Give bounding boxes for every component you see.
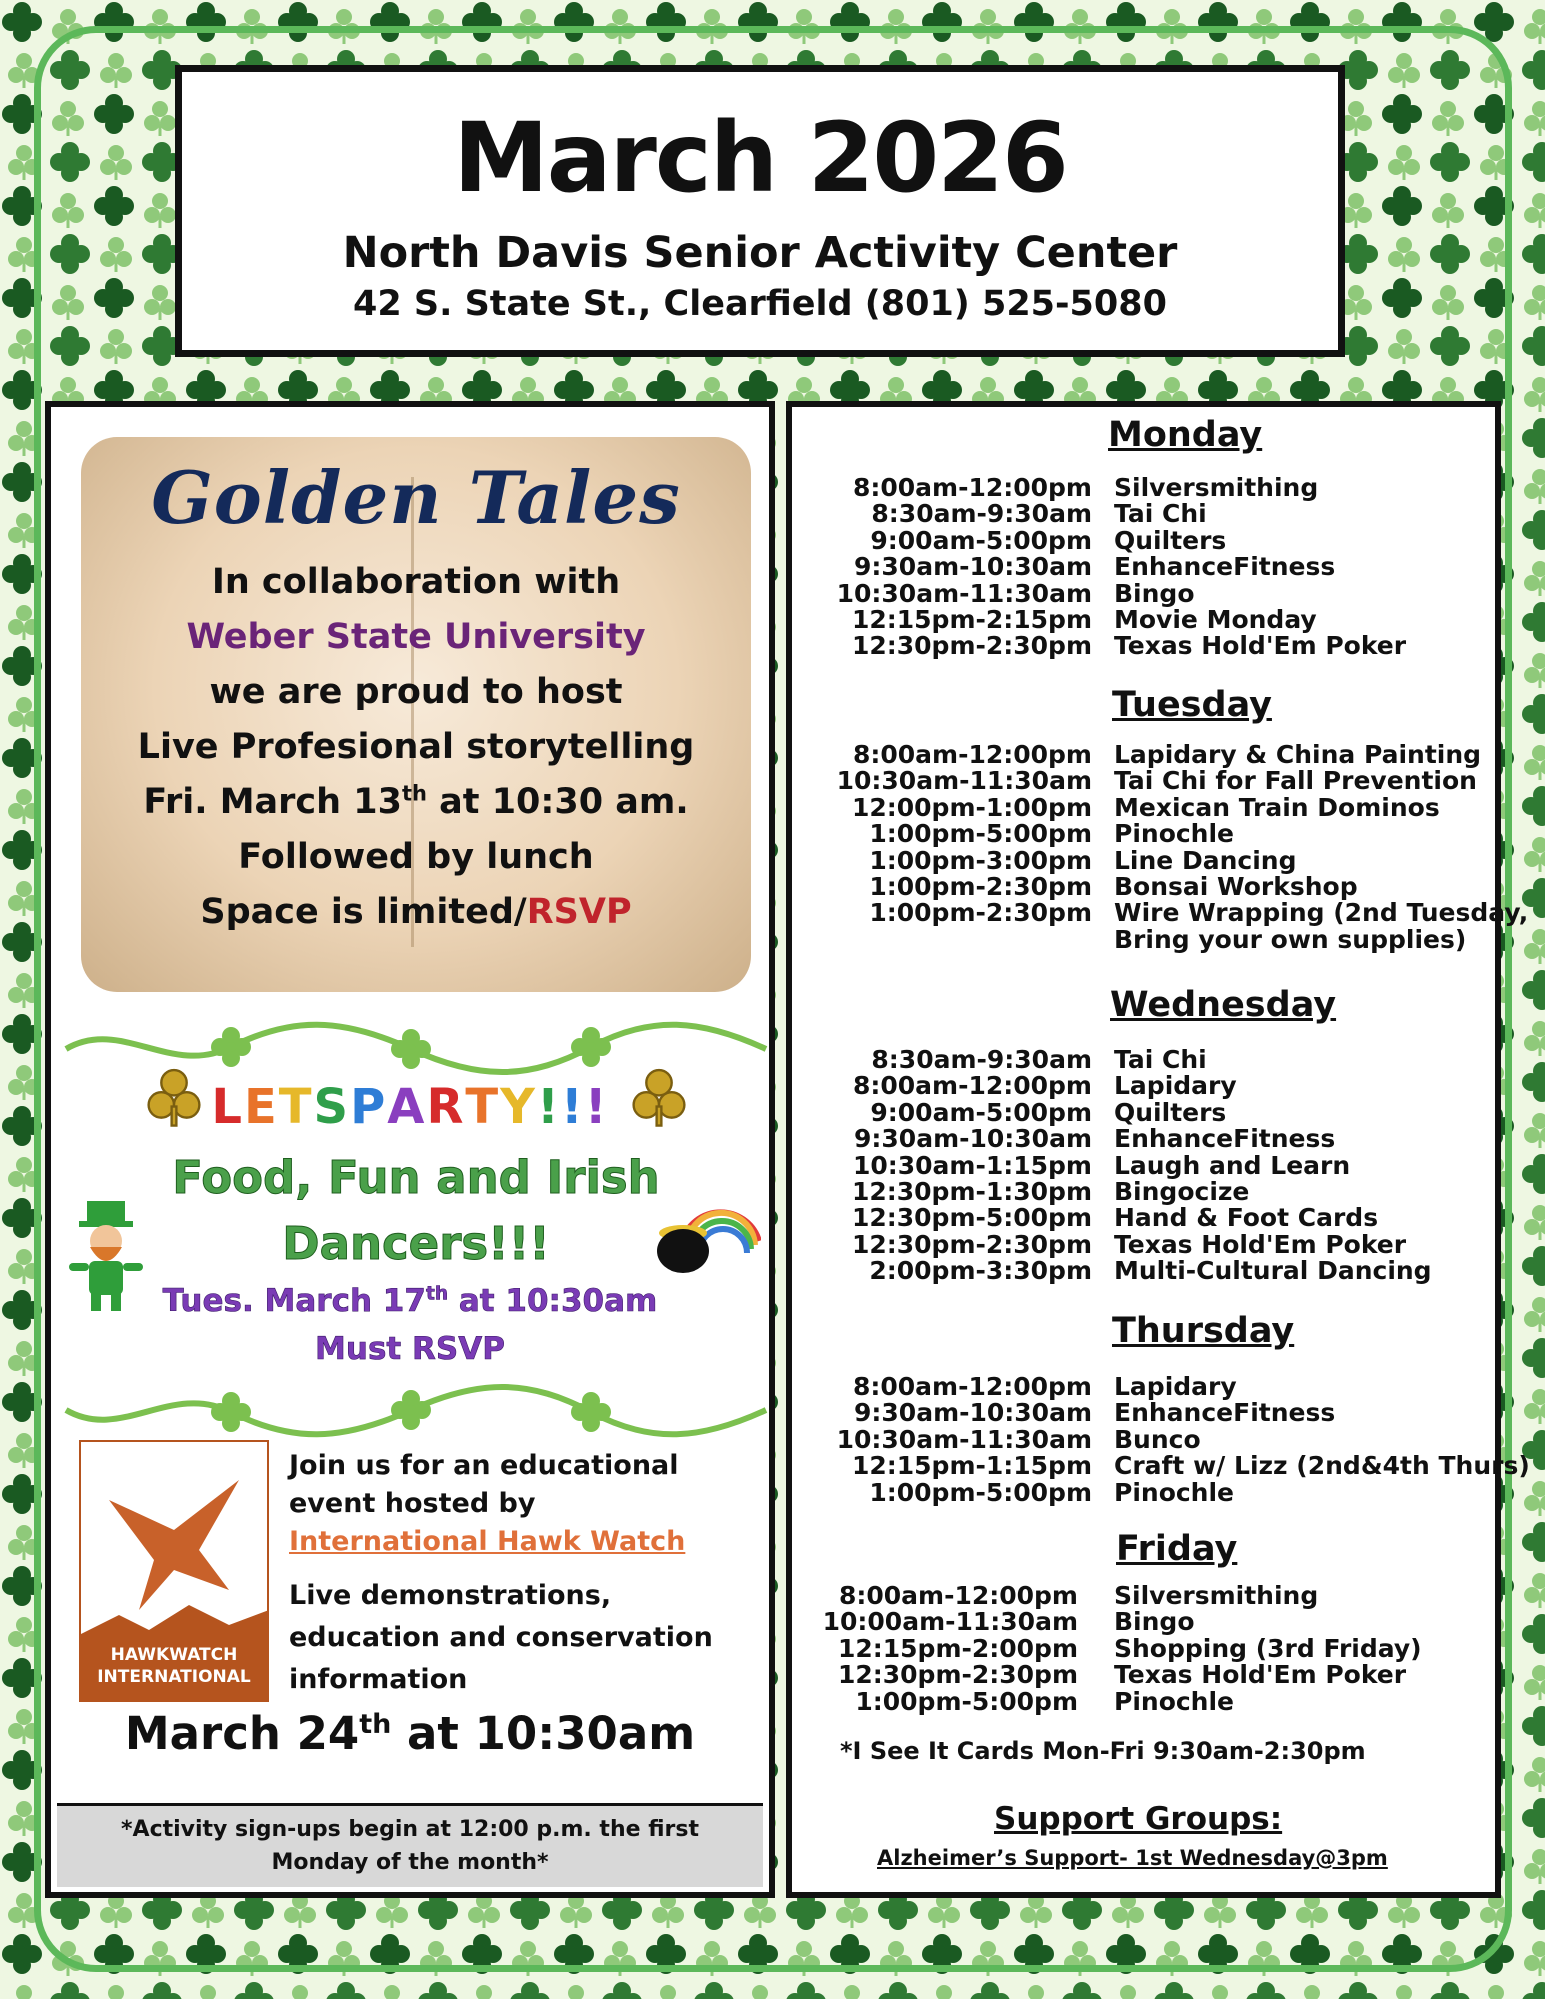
schedule-activity: Pinochle xyxy=(1114,1477,1235,1507)
golden-tales-line4: Live Profesional storytelling xyxy=(137,727,695,767)
party-title-letter: P xyxy=(350,1079,388,1135)
schedule-time: 10:30am-1:15pm xyxy=(852,1150,1092,1180)
schedule-row xyxy=(806,1660,1492,1690)
schedule-row xyxy=(812,898,1529,928)
schedule-row xyxy=(812,499,1492,529)
schedule-time: 1:00pm-5:00pm xyxy=(869,819,1092,849)
schedule-activity: EnhanceFitness xyxy=(1114,552,1336,582)
schedule-row xyxy=(812,924,1492,954)
schedule-activity: Tai Chi xyxy=(1114,499,1207,529)
schedule-friday xyxy=(806,1581,1492,1716)
golden-tales-book xyxy=(81,437,751,992)
schedule-activity: Movie Monday xyxy=(1114,604,1317,634)
day-heading-friday: Friday xyxy=(1116,1529,1238,1569)
schedule-activity: Pinochle xyxy=(1114,819,1235,849)
schedule-row xyxy=(812,1372,1492,1401)
schedule-row xyxy=(812,1229,1492,1259)
golden-tales-university: Weber State University xyxy=(186,617,646,657)
schedule-time: 9:00am-5:00pm xyxy=(870,1097,1092,1127)
party-title-letter: R xyxy=(426,1079,466,1135)
header-box xyxy=(175,65,1345,357)
schedule-row xyxy=(812,1477,1492,1507)
schedule-activity: Laugh and Learn xyxy=(1114,1150,1351,1180)
signup-note: *Activity sign-ups begin at 12:00 p.m. the first Monday of the month* xyxy=(57,1803,763,1887)
golden-tales-date: Fri. March 13th at 10:30 am. xyxy=(143,781,689,822)
schedule-time: 12:00pm-1:00pm xyxy=(851,792,1092,822)
schedule-monday xyxy=(812,473,1492,661)
schedule-row xyxy=(806,1607,1492,1637)
schedule-time: 8:00am-12:00pm xyxy=(852,1372,1092,1401)
lets-party-title xyxy=(51,1079,769,1135)
schedule-activity: Quilters xyxy=(1114,525,1227,555)
schedule-row xyxy=(812,1451,1530,1481)
schedule-time: 9:30am-10:30am xyxy=(854,1124,1092,1154)
schedule-time: 12:30pm-2:30pm xyxy=(837,1660,1078,1690)
center-address: 42 S. State St., Clearfield (801) 525-5080 xyxy=(353,284,1167,324)
schedule-activity: Line Dancing xyxy=(1114,845,1297,875)
pot-of-gold-rainbow-icon xyxy=(651,1187,761,1277)
party-date: Tues. March 17th at 10:30am Must RSVP xyxy=(162,1283,658,1367)
golden-tales-line7: Space is limited/RSVP xyxy=(200,892,632,932)
schedule-time: 12:30pm-2:30pm xyxy=(851,1229,1092,1259)
schedule-time: 8:00am-12:00pm xyxy=(838,1581,1078,1610)
schedule-activity: Silversmithing xyxy=(1114,473,1319,502)
party-title-letter: ! xyxy=(560,1079,585,1135)
schedule-time: 1:00pm-2:30pm xyxy=(869,871,1092,901)
support-group-item: Alzheimer’s Support- 1st Wednesday@3pm xyxy=(877,1846,1388,1870)
schedule-time: 10:30am-11:30am xyxy=(836,578,1092,608)
schedule-row xyxy=(812,1398,1492,1428)
schedule-row xyxy=(812,740,1492,769)
schedule-row xyxy=(806,1581,1492,1610)
schedule-activity: Quilters xyxy=(1114,1097,1227,1127)
schedule-activity: Tai Chi for Fall Prevention xyxy=(1114,766,1477,796)
support-groups-title: Support Groups: xyxy=(994,1801,1283,1837)
schedule-time: 1:00pm-5:00pm xyxy=(855,1686,1078,1716)
schedule-row xyxy=(812,819,1492,849)
schedule-activity: Texas Hold'Em Poker xyxy=(1114,1660,1407,1690)
schedule-time: 10:00am-11:30am xyxy=(822,1607,1078,1637)
schedule-row xyxy=(812,578,1492,608)
schedule-row xyxy=(806,1686,1492,1716)
schedule-time: 12:15pm-2:00pm xyxy=(837,1633,1078,1663)
schedule-activity: Hand & Foot Cards xyxy=(1114,1203,1379,1233)
schedule-time: 9:30am-10:30am xyxy=(854,552,1092,582)
schedule-time: 1:00pm-5:00pm xyxy=(869,1477,1092,1507)
events-panel xyxy=(45,401,775,1898)
schedule-time: 8:30am-9:30am xyxy=(871,499,1092,529)
golden-tales-line3: we are proud to host xyxy=(209,672,623,712)
schedule-activity: Shopping (3rd Friday) xyxy=(1114,1633,1422,1663)
schedule-activity: Bring your own supplies) xyxy=(1114,924,1467,954)
schedule-row xyxy=(812,1203,1492,1233)
weekly-schedule-panel xyxy=(786,401,1530,1898)
i-see-it-note: *I See It Cards Mon-Fri 9:30am-2:30pm xyxy=(840,1737,1366,1765)
schedule-time: 12:30pm-1:30pm xyxy=(851,1176,1092,1206)
schedule-activity: Wire Wrapping (2nd Tuesday, xyxy=(1114,898,1529,928)
center-name: North Davis Senior Activity Center xyxy=(342,228,1178,278)
schedule-time: 9:00am-5:00pm xyxy=(870,525,1092,555)
schedule-time: 10:30am-11:30am xyxy=(836,766,1092,796)
schedule-activity: Tai Chi xyxy=(1114,1045,1207,1074)
golden-tales-details xyxy=(81,555,751,940)
schedule-time: 12:15pm-2:15pm xyxy=(851,604,1092,634)
schedule-time: 12:30pm-5:00pm xyxy=(851,1203,1092,1233)
schedule-row xyxy=(812,871,1492,901)
party-title-letter: A xyxy=(387,1079,427,1135)
party-title-letter: Y xyxy=(500,1079,537,1135)
schedule-row xyxy=(812,766,1492,796)
schedule-row xyxy=(812,1256,1492,1286)
schedule-tuesday xyxy=(812,740,1529,954)
schedule-wednesday xyxy=(812,1045,1492,1286)
schedule-row xyxy=(812,1097,1492,1127)
page-title: March 2026 xyxy=(453,102,1067,214)
schedule-time: 8:00am-12:00pm xyxy=(852,740,1092,769)
schedule-time: 8:30am-9:30am xyxy=(871,1045,1092,1074)
schedule-activity: Texas Hold'Em Poker xyxy=(1114,1229,1407,1259)
party-title-letter: ! xyxy=(584,1079,609,1135)
schedule-thursday xyxy=(812,1372,1530,1507)
schedule-time: 12:15pm-1:15pm xyxy=(851,1451,1092,1481)
schedule-time: 8:00am-12:00pm xyxy=(852,1071,1092,1101)
schedule-activity: Texas Hold'Em Poker xyxy=(1114,631,1407,661)
day-heading-thursday: Thursday xyxy=(1112,1311,1295,1351)
schedule-activity: Mexican Train Dominos xyxy=(1114,792,1440,822)
schedule-row xyxy=(812,1176,1492,1206)
hawkwatch-date: March 24th at 10:30am xyxy=(124,1707,696,1760)
schedule-time: 1:00pm-3:00pm xyxy=(869,845,1092,875)
schedule-activity: Craft w/ Lizz (2nd&4th Thurs) xyxy=(1114,1451,1530,1481)
party-title-letter: T xyxy=(465,1079,501,1135)
schedule-time: 10:30am-11:30am xyxy=(836,1424,1092,1454)
schedule-row xyxy=(812,631,1492,661)
schedule-row xyxy=(812,1045,1492,1074)
party-title-letter: L xyxy=(211,1079,244,1135)
hawkwatch-description: Join us for an educational event hosted by International Hawk Watch Live demonstrations, education and conservation information xyxy=(289,1447,759,1701)
hawkwatch-logo-text: HAWKWATCH INTERNATIONAL xyxy=(97,1645,251,1687)
schedule-row xyxy=(812,552,1492,582)
hawkwatch-link[interactable]: International Hawk Watch xyxy=(289,1526,686,1557)
party-title-letter: E xyxy=(243,1079,279,1135)
schedule-activity: EnhanceFitness xyxy=(1114,1124,1336,1154)
schedule-activity: Bunco xyxy=(1114,1424,1201,1454)
schedule-time: 12:30pm-2:30pm xyxy=(851,631,1092,661)
schedule-time: 1:00pm-2:30pm xyxy=(869,898,1092,928)
day-heading-tuesday: Tuesday xyxy=(1112,685,1272,725)
schedule-activity: Silversmithing xyxy=(1114,1581,1319,1610)
schedule-activity: Lapidary xyxy=(1114,1071,1237,1101)
golden-tales-line6: Followed by lunch xyxy=(238,837,594,877)
schedule-activity: Lapidary & China Painting xyxy=(1114,740,1482,769)
schedule-activity: Lapidary xyxy=(1114,1372,1237,1401)
schedule-row xyxy=(812,1124,1492,1154)
schedule-row xyxy=(812,1424,1492,1454)
party-title-letter: ! xyxy=(536,1079,561,1135)
schedule-time: 2:00pm-3:30pm xyxy=(869,1256,1092,1286)
schedule-row xyxy=(812,1150,1492,1180)
schedule-time: 9:30am-10:30am xyxy=(854,1398,1092,1428)
schedule-row xyxy=(812,473,1492,502)
schedule-row xyxy=(806,1633,1492,1663)
party-description: Food, Fun and Irish Dancers!!! xyxy=(172,1151,660,1270)
schedule-activity: Bingo xyxy=(1114,1607,1195,1637)
party-title-letter: T xyxy=(278,1079,314,1135)
day-heading-monday: Monday xyxy=(1108,415,1263,455)
schedule-time: 8:00am-12:00pm xyxy=(852,473,1092,502)
schedule-activity: Bonsai Workshop xyxy=(1114,871,1358,901)
schedule-row xyxy=(812,525,1492,555)
day-heading-wednesday: Wednesday xyxy=(1110,985,1337,1025)
schedule-row xyxy=(812,1071,1492,1101)
schedule-activity: EnhanceFitness xyxy=(1114,1398,1336,1428)
schedule-row xyxy=(812,792,1492,822)
schedule-row xyxy=(812,845,1492,875)
schedule-activity: Multi-Cultural Dancing xyxy=(1114,1256,1432,1286)
party-title-letter: S xyxy=(313,1079,351,1135)
schedule-activity: Bingocize xyxy=(1114,1176,1250,1206)
schedule-row xyxy=(812,604,1492,634)
schedule-activity: Bingo xyxy=(1114,578,1195,608)
golden-tales-line1: In collaboration with xyxy=(211,562,621,602)
golden-tales-title: Golden Tales xyxy=(151,455,681,540)
schedule-activity: Pinochle xyxy=(1114,1686,1235,1716)
